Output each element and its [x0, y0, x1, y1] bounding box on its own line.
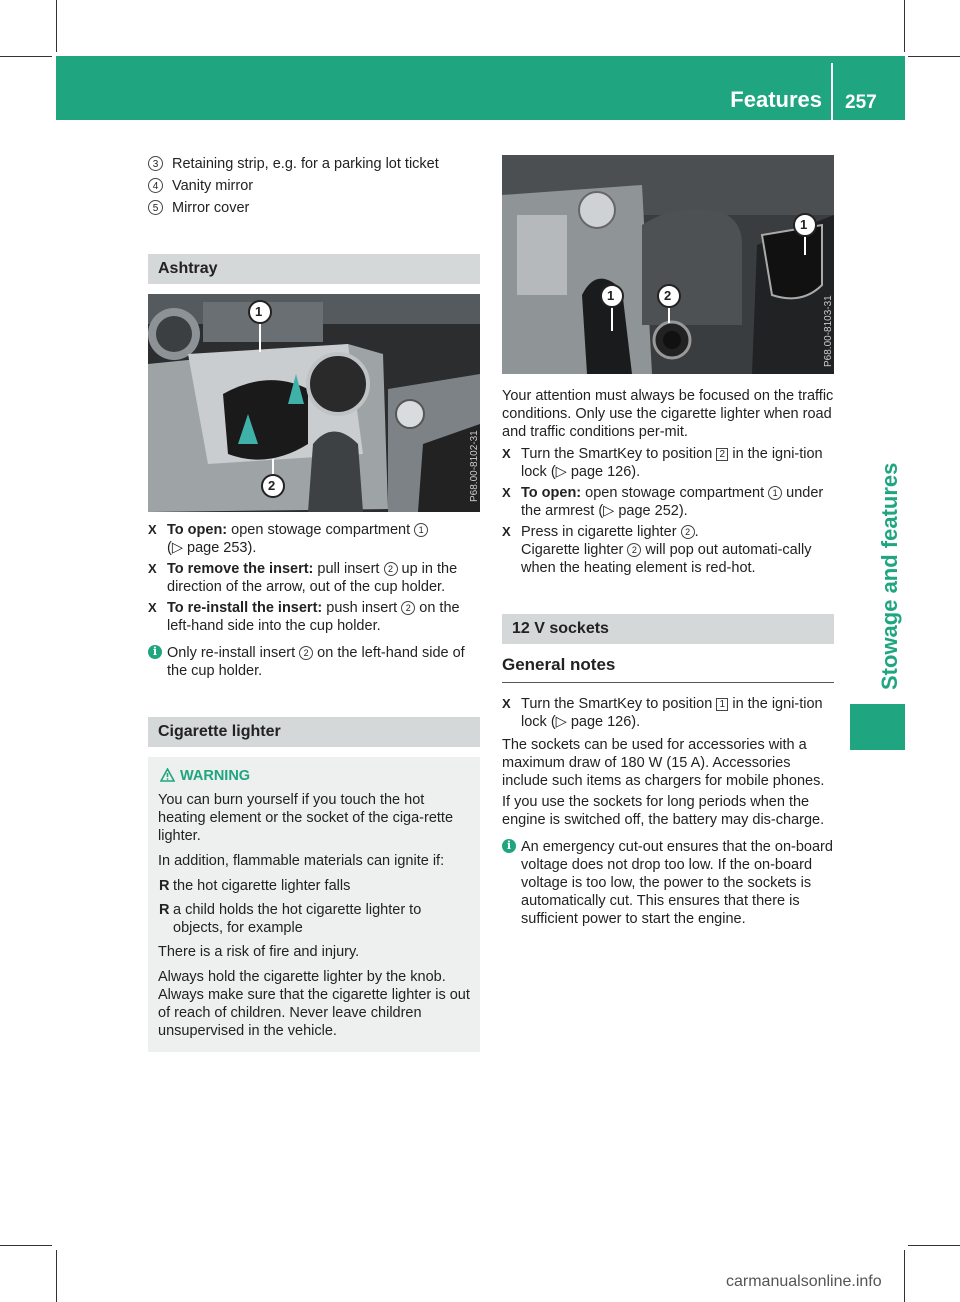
warning-text: Always hold the cigarette lighter by the knob. Always make sure that the cigarette lighter is out of reach of children. Never leave children unsupervised in the vehicle.	[158, 969, 470, 1039]
step-text: on the left-hand side into the cup holder.	[167, 600, 460, 634]
right-column	[502, 155, 834, 928]
callout-number: 3	[148, 156, 163, 171]
ashtray-info-note	[148, 644, 480, 680]
step-text: in the igni-tion lock (▷ page 126).	[521, 696, 823, 730]
legend-text: Mirror cover	[172, 200, 250, 216]
warning-icon	[160, 768, 175, 782]
warning-bullet: R the hot cigarette lighter falls	[159, 878, 351, 894]
cigarette-lighter-heading: Cigarette lighter	[148, 717, 480, 747]
bullet-text: the hot cigarette lighter falls	[173, 878, 351, 894]
legend-text: Vanity mirror	[172, 178, 254, 194]
warning-bullet: R a child holds the hot cigarette lighter to objects, for example	[159, 902, 422, 936]
crop-mark	[904, 0, 905, 52]
callout-1: 1	[800, 217, 808, 232]
legend-item	[148, 155, 480, 173]
callout-number: 5	[148, 200, 163, 215]
crop-mark	[56, 1250, 57, 1302]
image-code: P68.00-8102-31	[469, 430, 480, 502]
step-text: Press in cigarette lighter	[521, 524, 681, 540]
step-text: will pop out automati-cally when the heating element is red-hot.	[521, 542, 812, 576]
warning-box	[148, 757, 480, 1052]
bullet-text: a child holds the hot cigarette lighter to objects, for example	[173, 902, 422, 936]
step-label: To open:	[167, 522, 228, 538]
crop-mark	[0, 56, 52, 57]
section-title: Features	[730, 87, 822, 112]
header-divider	[831, 63, 833, 120]
ashtray-heading: Ashtray	[148, 254, 480, 284]
callout-number: 2	[401, 601, 415, 615]
legend-text: Retaining strip, e.g. for a parking lot ticket	[172, 156, 439, 172]
watermark: carmanualsonline.info	[726, 1273, 882, 1290]
step-open: X To open: open stowage compartment 1 (▷ page 253).	[148, 521, 480, 557]
callout-number: 1	[768, 486, 782, 500]
side-tab-label: Stowage and features	[877, 462, 902, 690]
step-text: Turn the SmartKey to position	[521, 696, 717, 712]
ashtray-steps	[148, 521, 480, 635]
info-text: An emergency cut-out ensures that the on-board voltage does not drop too low. If the on-board voltage is too low, the power to the sockets is automatically cut. This ensures that there is sufficient power to start the engine.	[521, 839, 833, 927]
step-label: To remove the insert:	[167, 561, 314, 577]
callout-number: 2	[299, 646, 313, 660]
page-reference[interactable]: (▷ page 253).	[167, 540, 257, 556]
step-text: push insert	[322, 600, 402, 616]
step-text: open stowage compartment	[581, 485, 769, 501]
side-tab-marker	[850, 704, 905, 750]
crop-mark	[908, 1245, 960, 1246]
legend-item	[148, 199, 480, 217]
left-column	[148, 155, 480, 1052]
crop-mark	[904, 1250, 905, 1302]
callout-2: 2	[268, 478, 276, 493]
step-text: Cigarette lighter	[521, 542, 628, 558]
callout-number: 4	[148, 178, 163, 193]
step-text: up in the direction of the arrow, out of the cup holder.	[167, 561, 458, 595]
general-notes-heading: General notes	[502, 654, 834, 683]
warning-title	[158, 767, 470, 785]
warning-title-text: WARNING	[180, 768, 251, 784]
callout-1: 1	[607, 288, 615, 303]
sockets-text: If you use the sockets for long periods when the engine is switched off, the battery may dis-charge.	[502, 794, 825, 828]
image-code: P68.00-8103-31	[823, 295, 834, 367]
step-text: under the armrest (▷ page 252).	[521, 485, 824, 519]
step-smartkey: X Turn the SmartKey to position 1 in the igni-tion lock (▷ page 126).	[502, 696, 823, 730]
callout-number: 2	[627, 543, 641, 557]
side-tab	[850, 420, 905, 690]
warning-text: There is a risk of fire and injury.	[158, 944, 360, 960]
callout-number: 2	[384, 562, 398, 576]
info-text: Only re-install insert	[167, 645, 300, 661]
step-reinstall: X To re-install the insert: push insert 2 on the left-hand side into the cup holder.	[148, 600, 460, 634]
warning-text: You can burn yourself if you touch the hot heating element or the socket of the ciga-rette lighter.	[158, 792, 454, 844]
callout-2: 2	[664, 288, 672, 303]
sockets-info-note	[502, 838, 834, 928]
legend-item	[148, 177, 480, 195]
key-position: 1	[716, 698, 728, 711]
sockets-heading: 12 V sockets	[502, 614, 834, 644]
crop-mark	[908, 56, 960, 57]
warning-text: In addition, flammable materials can ignite if:	[158, 853, 445, 869]
step-label: To open:	[521, 485, 582, 501]
key-position: 2	[716, 448, 728, 461]
step-smartkey: X Turn the SmartKey to position 2 in the igni-tion lock (▷ page 126).	[502, 446, 823, 480]
info-icon: i	[502, 839, 516, 853]
intro-text: Your attention must always be focused on the traffic conditions. Only use the cigarette lighter when road and traffic conditions per-mit.	[502, 388, 834, 440]
callout-number: 1	[414, 523, 428, 537]
callout-1: 1	[255, 304, 263, 319]
step-remove: X To remove the insert: pull insert 2 up in the direction of the arrow, out of the cup holder.	[148, 561, 458, 595]
info-icon: i	[148, 645, 162, 659]
callout-number: 2	[681, 525, 695, 539]
step-text: pull insert	[313, 561, 384, 577]
legend-list	[148, 155, 480, 217]
step-text: in the igni-tion lock (▷ page 126).	[521, 446, 823, 480]
page-number: 257	[845, 92, 877, 113]
step-text: Turn the SmartKey to position	[521, 446, 717, 462]
cigarette-steps	[502, 445, 834, 577]
crop-mark	[0, 1245, 52, 1246]
cigarette-lighter-photo	[502, 155, 834, 374]
step-open: X To open: open stowage compartment 1 under the armrest (▷ page 252).	[502, 485, 824, 519]
step-label: To re-install the insert:	[167, 600, 323, 616]
ashtray-photo	[148, 294, 480, 512]
step-press: X Press in cigarette lighter 2 . Cigarette lighter 2 will pop out automati-cally when the heating element is red-hot.	[502, 524, 812, 576]
step-text: .	[694, 524, 699, 540]
step-text: open stowage compartment	[227, 522, 415, 538]
crop-mark	[56, 0, 57, 52]
info-text: on the left-hand side of the cup holder.	[167, 645, 465, 679]
sockets-text: The sockets can be used for accessories with a maximum draw of 180 W (15 A). Accessories include such items as chargers for mobile phones.	[502, 737, 825, 789]
